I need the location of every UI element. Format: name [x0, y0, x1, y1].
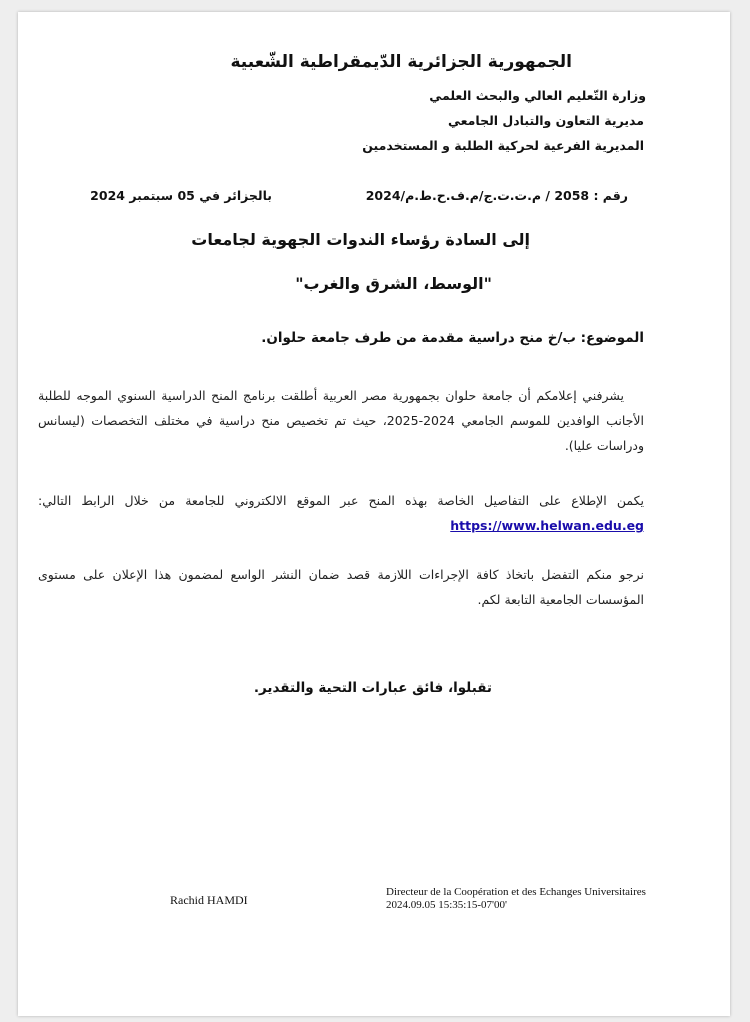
addressee-line-1: إلى السادة رؤساء الندوات الجهوية لجامعات: [191, 230, 530, 249]
body-paragraph-1: [38, 383, 644, 458]
signer-name: Rachid HAMDI: [170, 893, 248, 907]
helwan-university-link[interactable]: https://www.helwan.edu.eg: [450, 518, 644, 533]
body-paragraph-3: [38, 562, 644, 612]
republic-title: الجمهورية الجزائرية الدّيمقراطية الشّعبية: [230, 52, 572, 72]
ministry-name: وزارة التّعليم العالي والبحث العلمي: [429, 88, 646, 103]
body-paragraph-2-text: يكمن الإطلاع على التفاصيل الخاصة بهذه المنح عبر الموقع الالكتروني للجامعة من خلال الرابط التالي:: [38, 493, 644, 508]
digital-signature: [386, 886, 646, 912]
signer-title: Directeur de la Coopération et des Echanges Universitaires: [386, 886, 646, 898]
body-paragraph-3-text: نرجو منكم التفضل باتخاذ كافة الإجراءات اللازمة قصد ضمان النشر الواسع لمضمون هذا الإعلان على مستوى المؤسسات الجامعية التابعة لكم.: [38, 567, 644, 607]
directorate-name: مديرية التعاون والتبادل الجامعي: [447, 113, 644, 128]
body-paragraph-1-text: يشرفني إعلامكم أن جامعة حلوان بجمهورية مصر العربية أطلقت برنامج المنح الدراسية السنوي الموجه للطلبة الأجانب الوافدين للموسم الجامعي 2024-2025، حيث تم تخصيص منح دراسية في مختلف التخصصات (ليسانس ودراسات عليا).: [38, 388, 644, 453]
closing-salutation: تقبلوا، فائق عبارات التحية والتقدير.: [253, 680, 492, 696]
document-date: بالجزائر في 05 سبتمبر 2024: [90, 188, 272, 203]
signature-timestamp: 2024.09.05 15:35:15-07'00': [386, 899, 507, 911]
subject-line: الموضوع: ب/خ منح دراسية مقدمة من طرف جامعة حلوان.: [261, 330, 644, 346]
reference-number: رقم : 2058 / م.ت.ت.ج/م.ف.ح.ط.م/2024: [365, 188, 628, 203]
addressee-line-2: "الوسط، الشرق والغرب": [295, 274, 492, 293]
subdirectorate-name: المديرية الفرعية لحركية الطلبة و المستخدمين: [362, 138, 644, 153]
document-page: [18, 12, 730, 1016]
body-paragraph-2: [38, 488, 644, 538]
